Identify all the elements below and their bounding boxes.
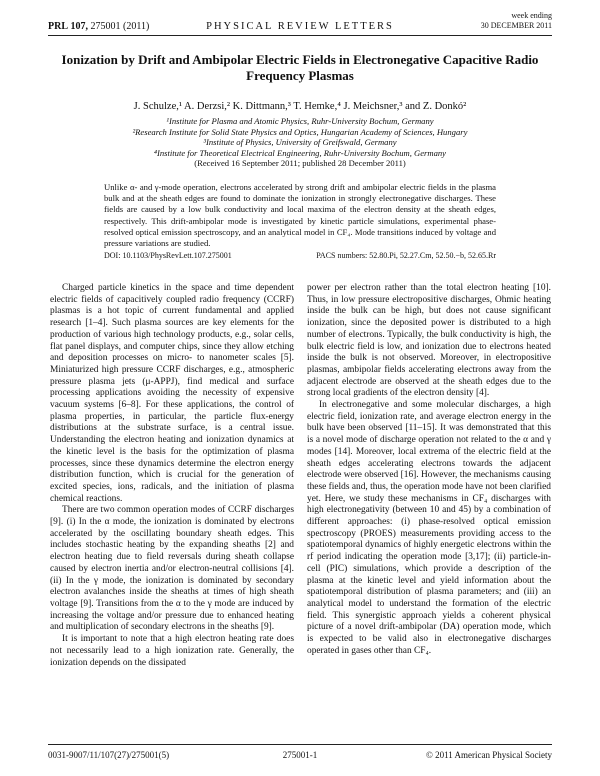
running-title: PHYSICAL REVIEW LETTERS [206,21,394,32]
affiliation-1: ¹Institute for Plasma and Atomic Physics, Ruhr-University Bochum, Germany [166,116,434,126]
received-date: (Received 16 September 2011; published 28 December 2011) [194,158,406,169]
page-number: 275001-1 [282,750,318,760]
affiliation-3: ³Institute of Physics, University of Greifswald, Germany [203,137,397,148]
doi-link[interactable]: DOI: 10.1103/PhysRevLett.107.275001 [104,251,232,260]
abstract: Unlike α- and γ-mode operation, electrons accelerated by strong drift and ambipolar electric fields in the plasma bulk and at the sheath edges are found to dominate the ionization in strongly electronegative discharges. These fields are caused by a low bulk conductivity and local maxima of the electron density at the sheath edges, respectively. This drift-ambipolar mode is investigated by kinetic particle simulations, experimental phase-resolved optical emission spectroscopy, and an analytical model in CF₄. Mode transitions induced by voltage and pressure variations are studied. [104,182,496,249]
author-list: J. Schulze,¹ A. Derzsi,² K. Dittmann,³ T. Hemke,⁴ J. Meichsner,³ and Z. Donkó² [133,101,467,112]
affiliation-4: ⁴Institute for Theoretical Electrical Engineering, Ruhr-University Bochum, Germany [154,147,446,158]
doi-pacs-line [104,251,496,260]
header-rule [48,35,552,36]
left-column [50,283,294,669]
paragraph: There are two common operation modes of CCRF discharges [9]. (i) In the α mode, the ionization is dominated by electrons accelerated by the oscillating boundary sheath edges. This includes stochastic heating by the expanding sheaths [2] and electron heating due to field reversals during sheath collapse caused by electron inertia and/or electron-neutral collisions [4]. (ii) In the γ mode, the ionization is dominated by secondary electron avalanches inside the sheaths at times of high sheath voltage [9]. Transitions from the α to the γ mode are induced by increasing the voltage and/or pressure due to enhanced heating and multiplication of secondary electrons in the sheaths [9]. [50,505,294,633]
journal-name: PRL [48,21,68,32]
week-ending [481,11,552,31]
footer-rule [48,744,552,745]
week-ending-label: week ending [511,11,552,20]
paper-title: Ionization by Drift and Ambipolar Electric Fields in Electronegative Capacitive Radio Frequency Plasmas [61,52,539,83]
affiliations [40,116,560,169]
paragraph: It is important to note that a high electron heating rate does not necessarily lead to a high ionization rate. Generally, the ionization depends on the dissipated [50,634,294,668]
copyright: © 2011 American Physical Society [426,750,552,760]
paragraph: Charged particle kinetics in the space and time dependent electric fields of capacitively coupled radio frequency (CCRF) plasmas is a hot topic of current fundamental and applied research [1–4]. Such plasma sources are key elements for the production of various high technology products, e.g., solar cells, flat panel displays, and computer chips, since they allow etching and deposition processes on micro- to nanometer scales [5]. Miniaturized high pressure CCRF discharges, e.g., atmospheric pressure plasma jets (μ-APPJ), find medical and surface processing applications avoiding the necessity of expensive vacuum systems [6–8]. For these applications, the control of plasma properties, in particular, the particle flux-energy distributions at the substrate surface, is a central issue. Understanding the electron heating and ionization dynamics at the kinetic level is the basis for the optimization of plasma processes, since these dynamics determine the electron energy distribution function, which is crucial for the generation of excited species, ions, radicals, and the initiation of plasma chemical reactions. [50,283,294,504]
article-number: 275001 (2011) [90,21,150,32]
right-column [307,283,551,658]
week-ending-date: 30 DECEMBER 2011 [480,21,552,30]
paragraph: In electronegative and some molecular discharges, a high electric field, ionization rate, and average electron energy in the bulk have been observed [11–15]. It was demonstrated that this is a novel mode of discharge operation not related to the α and γ modes [14]. Moreover, local extrema of the electric field at the sheath edges accelerating electrons towards the adjacent electrode were observed [16]. However, the mechanisms causing these fields and, thus, the operation mode have not been clarified yet. Here, we study these mechanisms in CF₄ discharges with high electronegativity (between 10 and 45) by a combination of different approaches: (i) phase-resolved optical emission spectroscopy (PROES) measurements providing access to the spatiotemporal dynamics of highly energetic electrons within the rf period indicating the operation mode [3,17]; (ii) particle-in-cell (PIC) simulations, which provide a description of the plasma at the kinetic level and yield information about the spatiotemporal distribution of plasma parameters; and (iii) an analytical model to understand the formation of the electric field. This synergistic approach yields a coherent physical picture of a novel drift-ambipolar (DA) operation mode, which is expected to be valid also in electronegative discharges operated in gases other than CF₄. [307,400,551,656]
pacs-numbers: PACS numbers: 52.80.Pi, 52.27.Cm, 52.50.−b, 52.65.Rr [316,251,496,260]
paragraph: power per electron rather than the total electron heating [10]. Thus, in low pressure electropositive discharges, Ohmic heating inside the bulk can be high, but does not cause significant ionization, since the deposited power is distributed to a high number of electrons. Typically, the bulk conductivity is high, the bulk electric field is low, and ionization due to electrons heated inside the bulk is not observed. Moreover, in electropositive plasmas, ambipolar fields accelerating electrons away from the adjacent electrode are observed at the sheath edges due to the strong local gradients of the electron density [4]. [307,283,551,399]
issn-code: 0031-9007/11/107(27)/275001(5) [48,750,170,760]
affiliation-2: ²Research Institute for Solid State Physics and Optics, Hungarian Academy of Sciences, Hungary [132,126,468,137]
journal-volume: 107, [70,21,88,32]
